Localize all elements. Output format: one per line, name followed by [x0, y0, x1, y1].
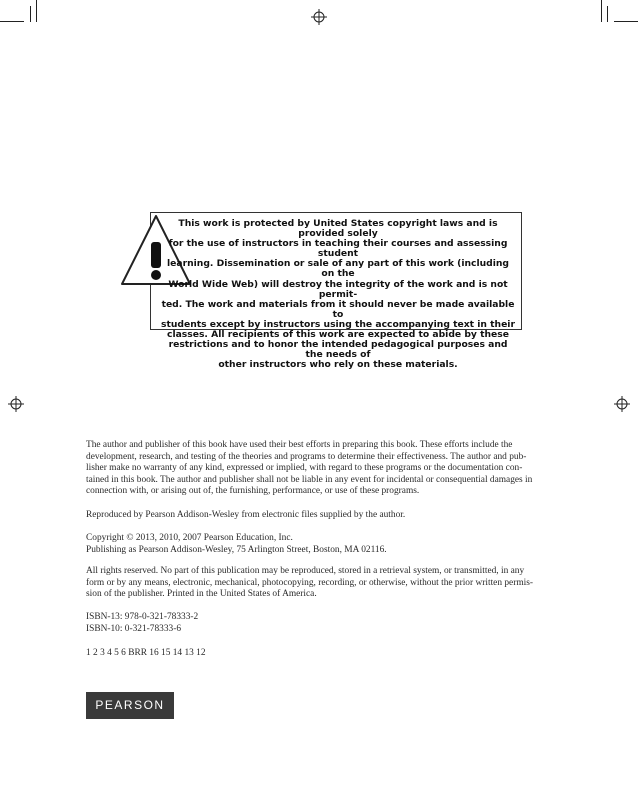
publishing-line: Publishing as Pearson Addison-Wesley, 75 Arlington Street, Boston, MA 02116.: [86, 544, 387, 555]
crop-mark-tr-v: [601, 0, 602, 22]
copyright-line: Copyright © 2013, 2010, 2007 Pearson Education, Inc.: [86, 533, 293, 543]
disclaimer-paragraph: [86, 440, 546, 498]
crop-mark-tl-v: [36, 0, 37, 22]
notice-line: learning. Dissemination or sale of any part of this work (including on the: [167, 258, 509, 280]
registration-mark-left-icon: [8, 396, 24, 412]
disclaimer-line: development, research, and testing of the theories and programs to determine their effectiveness. The author and pub-: [86, 451, 527, 462]
printing-line: 1 2 3 4 5 6 BRR 16 15 14 13 12: [86, 648, 206, 658]
rights-line: All rights reserved. No part of this publication may be reproduced, stored in a retrieval system, or transmitted, in any: [86, 566, 525, 576]
notice-line: This work is protected by United States copyright laws and is provided solely: [178, 218, 498, 240]
copyright-statement: [86, 533, 546, 556]
notice-line: classes. All recipients of this work are expected to abide by these: [167, 329, 509, 341]
rights-statement: [86, 566, 546, 601]
notice-line: ted. The work and materials from it should never be made available to: [161, 298, 515, 320]
notice-line: students except by instructors using the accompanying text in their: [160, 318, 515, 330]
rights-line: form or by any means, electronic, mechanical, photocopying, recording, or otherwise, without the prior written permis-: [86, 577, 534, 588]
disclaimer-line: lisher make no warranty of any kind, expressed or implied, with regard to these programs or the documentation con-: [86, 463, 523, 474]
registration-mark-right-icon: [614, 396, 630, 412]
publisher-logo: PEARSON: [86, 692, 174, 719]
registration-mark-top-icon: [311, 9, 327, 25]
crop-mark-tr-v2: [607, 6, 608, 22]
reproduced-statement: Reproduced by Pearson Addison-Wesley from electronic files supplied by the author.: [86, 510, 406, 520]
disclaimer-line: tained in this book. The author and publisher shall not be liable in any event for incidental or consequential damages in: [86, 474, 533, 485]
notice-line: restrictions and to honor the intended pedagogical purposes and the needs of: [168, 339, 508, 361]
notice-line: World Wide Web) will destroy the integrity of the work and is not permit-: [168, 278, 508, 300]
isbn-10: ISBN-10: 0-321-78333-6: [86, 623, 182, 634]
notice-line: other instructors who rely on these materials.: [218, 359, 458, 371]
rights-line: sion of the publisher. Printed in the United States of America.: [86, 589, 317, 600]
notice-line: for the use of instructors in teaching their courses and assessing student: [168, 238, 508, 260]
crop-mark-tr-h: [614, 21, 638, 22]
copyright-notice-text: [160, 219, 516, 370]
crop-mark-tl-h: [0, 21, 24, 22]
disclaimer-line: The author and publisher of this book have used their best efforts in preparing this book. These efforts include the: [86, 440, 513, 450]
isbn-13: ISBN-13: 978-0-321-78333-2: [86, 612, 199, 622]
crop-mark-tl-v2: [30, 6, 31, 22]
isbn-block: [86, 612, 546, 635]
disclaimer-line: connection with, or arising out of, the furnishing, performance, or use of these programs.: [86, 486, 420, 497]
